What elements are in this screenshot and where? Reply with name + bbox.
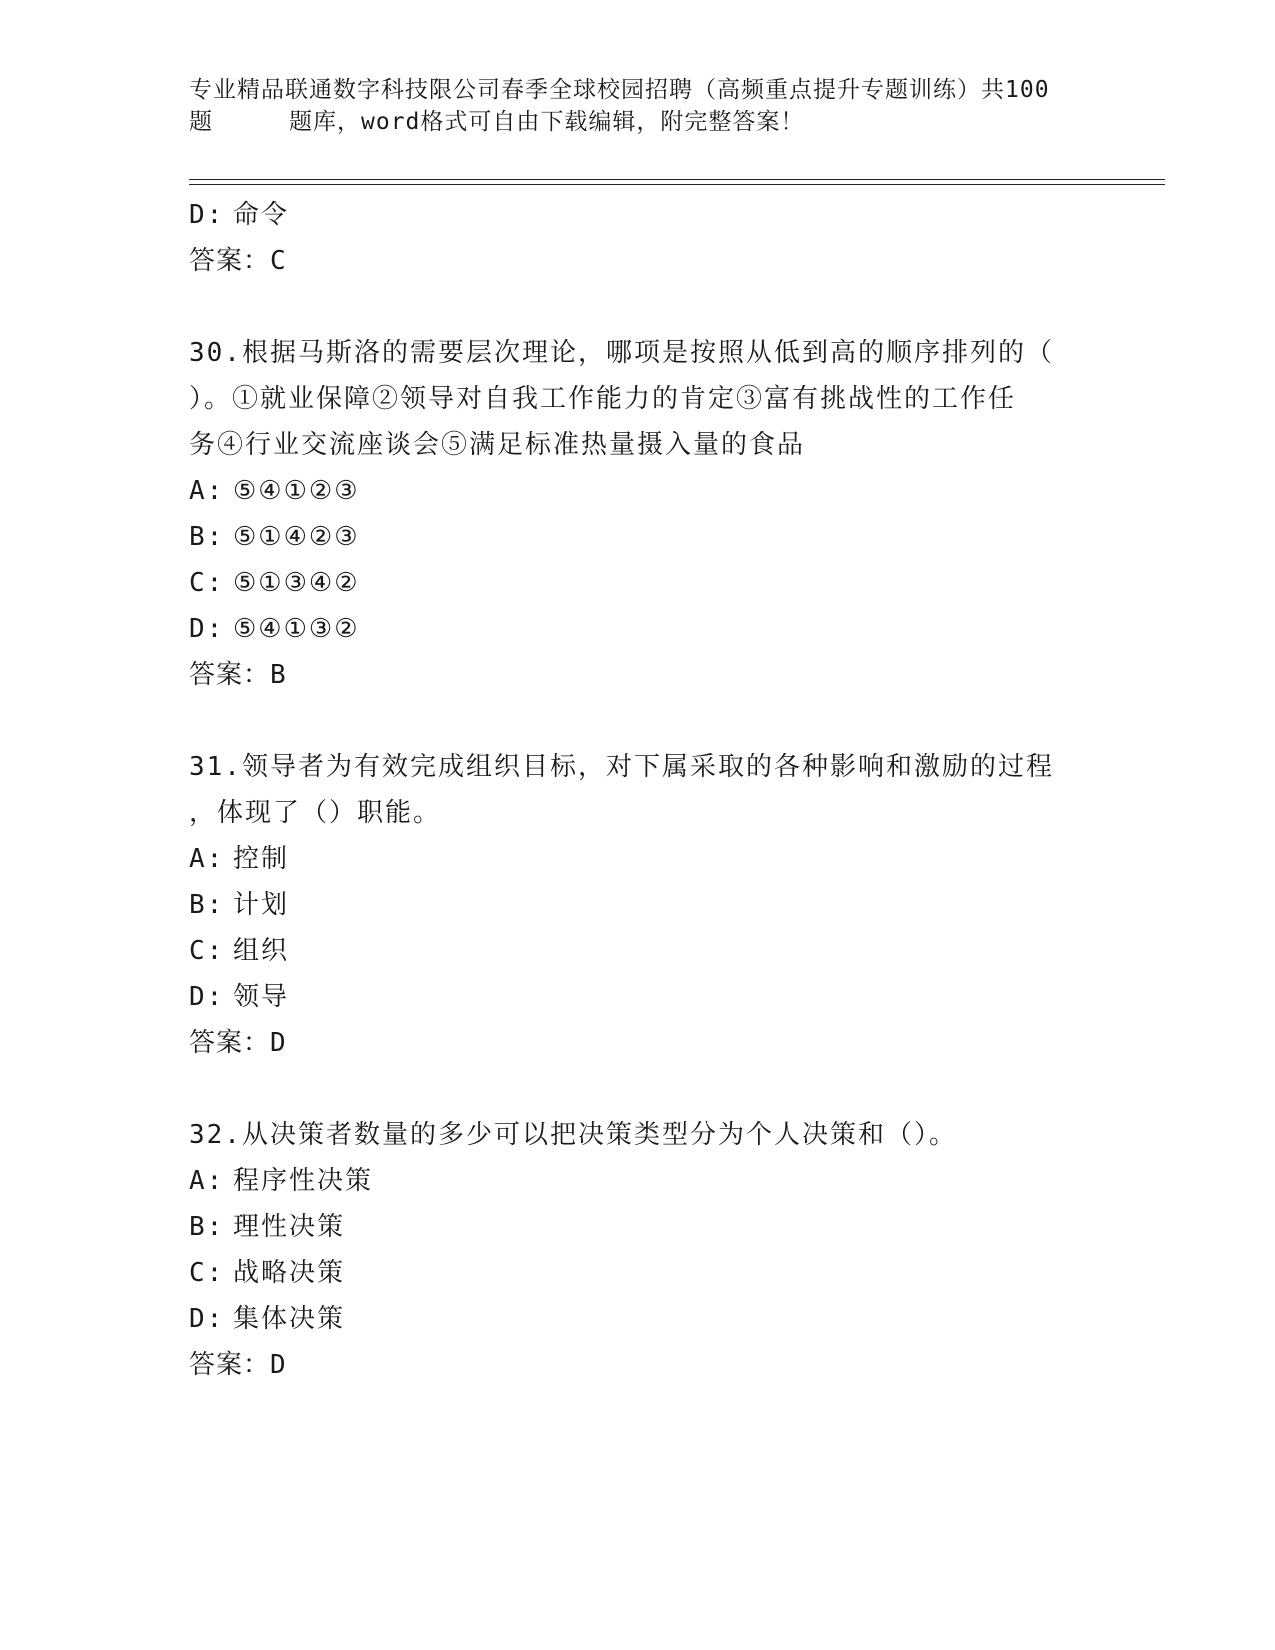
question-text-line: 务④行业交流座谈会⑤满足标准热量摄入量的食品 xyxy=(189,430,806,460)
option-c xyxy=(189,1250,1089,1296)
question-text-line: 32.从决策者数量的多少可以把决策类型分为个人决策和（）。 xyxy=(189,1120,957,1150)
question-32 xyxy=(189,1112,1089,1388)
header-rule-bottom xyxy=(189,184,1165,185)
option-label: B: xyxy=(189,890,225,920)
spacer xyxy=(189,1066,1089,1112)
option-label: C: xyxy=(189,1258,225,1288)
option-a xyxy=(189,836,1089,882)
option-text: 控制 xyxy=(233,844,290,874)
question-31 xyxy=(189,744,1089,1066)
question-text-line: 31.领导者为有效完成组织目标，对下属采取的各种影响和激励的过程 xyxy=(189,752,1054,782)
answer: 答案：B xyxy=(189,660,287,690)
option-label: C: xyxy=(189,568,225,598)
option-b xyxy=(189,882,1089,928)
option-text: 集体决策 xyxy=(233,1304,346,1334)
option-label: A: xyxy=(189,1166,225,1196)
spacer xyxy=(189,698,1089,744)
question-30 xyxy=(189,330,1089,698)
option-d xyxy=(189,1296,1089,1342)
option-text: 领导 xyxy=(233,982,290,1012)
header-rule-top xyxy=(189,179,1165,180)
option-text: 战略决策 xyxy=(233,1258,346,1288)
option-b xyxy=(189,514,1089,560)
answer: 答案：D xyxy=(189,1028,287,1058)
option-label: A: xyxy=(189,476,225,506)
option-c xyxy=(189,560,1089,606)
option-text: ⑤④①③② xyxy=(233,614,360,644)
option-label: D: xyxy=(189,200,225,230)
option-label: D: xyxy=(189,982,225,1012)
option-label: A: xyxy=(189,844,225,874)
option-label: C: xyxy=(189,936,225,966)
option-a xyxy=(189,468,1089,514)
header-title-line-2-right: 题库，word格式可自由下载编辑，附完整答案！ xyxy=(289,109,805,135)
prev-answer: 答案：C xyxy=(189,246,287,276)
header-title-line-1: 专业精品联通数字科技限公司春季全球校园招聘（高频重点提升专题训练）共100 xyxy=(189,77,1050,103)
question-list xyxy=(189,192,1089,1388)
answer: 答案：D xyxy=(189,1350,287,1380)
option-text: 程序性决策 xyxy=(233,1166,374,1196)
option-text: 命令 xyxy=(233,200,290,230)
option-label: B: xyxy=(189,1212,225,1242)
option-label: D: xyxy=(189,1304,225,1334)
spacer xyxy=(189,284,1089,330)
prev-option-d xyxy=(189,192,1089,238)
page-header xyxy=(189,74,1089,138)
option-label: D: xyxy=(189,614,225,644)
option-d xyxy=(189,606,1089,652)
option-text: 理性决策 xyxy=(233,1212,346,1242)
question-text-line: 30.根据马斯洛的需要层次理论，哪项是按照从低到高的顺序排列的（ xyxy=(189,338,1054,368)
option-text: ⑤①③④② xyxy=(233,568,360,598)
option-c xyxy=(189,928,1089,974)
option-label: B: xyxy=(189,522,225,552)
option-text: ⑤④①②③ xyxy=(233,476,360,506)
question-text-line: ）。①就业保障②领导对自我工作能力的肯定③富有挑战性的工作任 xyxy=(189,384,1017,414)
option-a xyxy=(189,1158,1089,1204)
header-title-line-2 xyxy=(189,106,1089,138)
header-title-line-2-left: 题 xyxy=(189,109,213,135)
option-b xyxy=(189,1204,1089,1250)
option-text: ⑤①④②③ xyxy=(233,522,360,552)
option-d xyxy=(189,974,1089,1020)
question-text-line: ，体现了（）职能。 xyxy=(189,798,442,828)
option-text: 组织 xyxy=(233,936,290,966)
option-text: 计划 xyxy=(233,890,290,920)
